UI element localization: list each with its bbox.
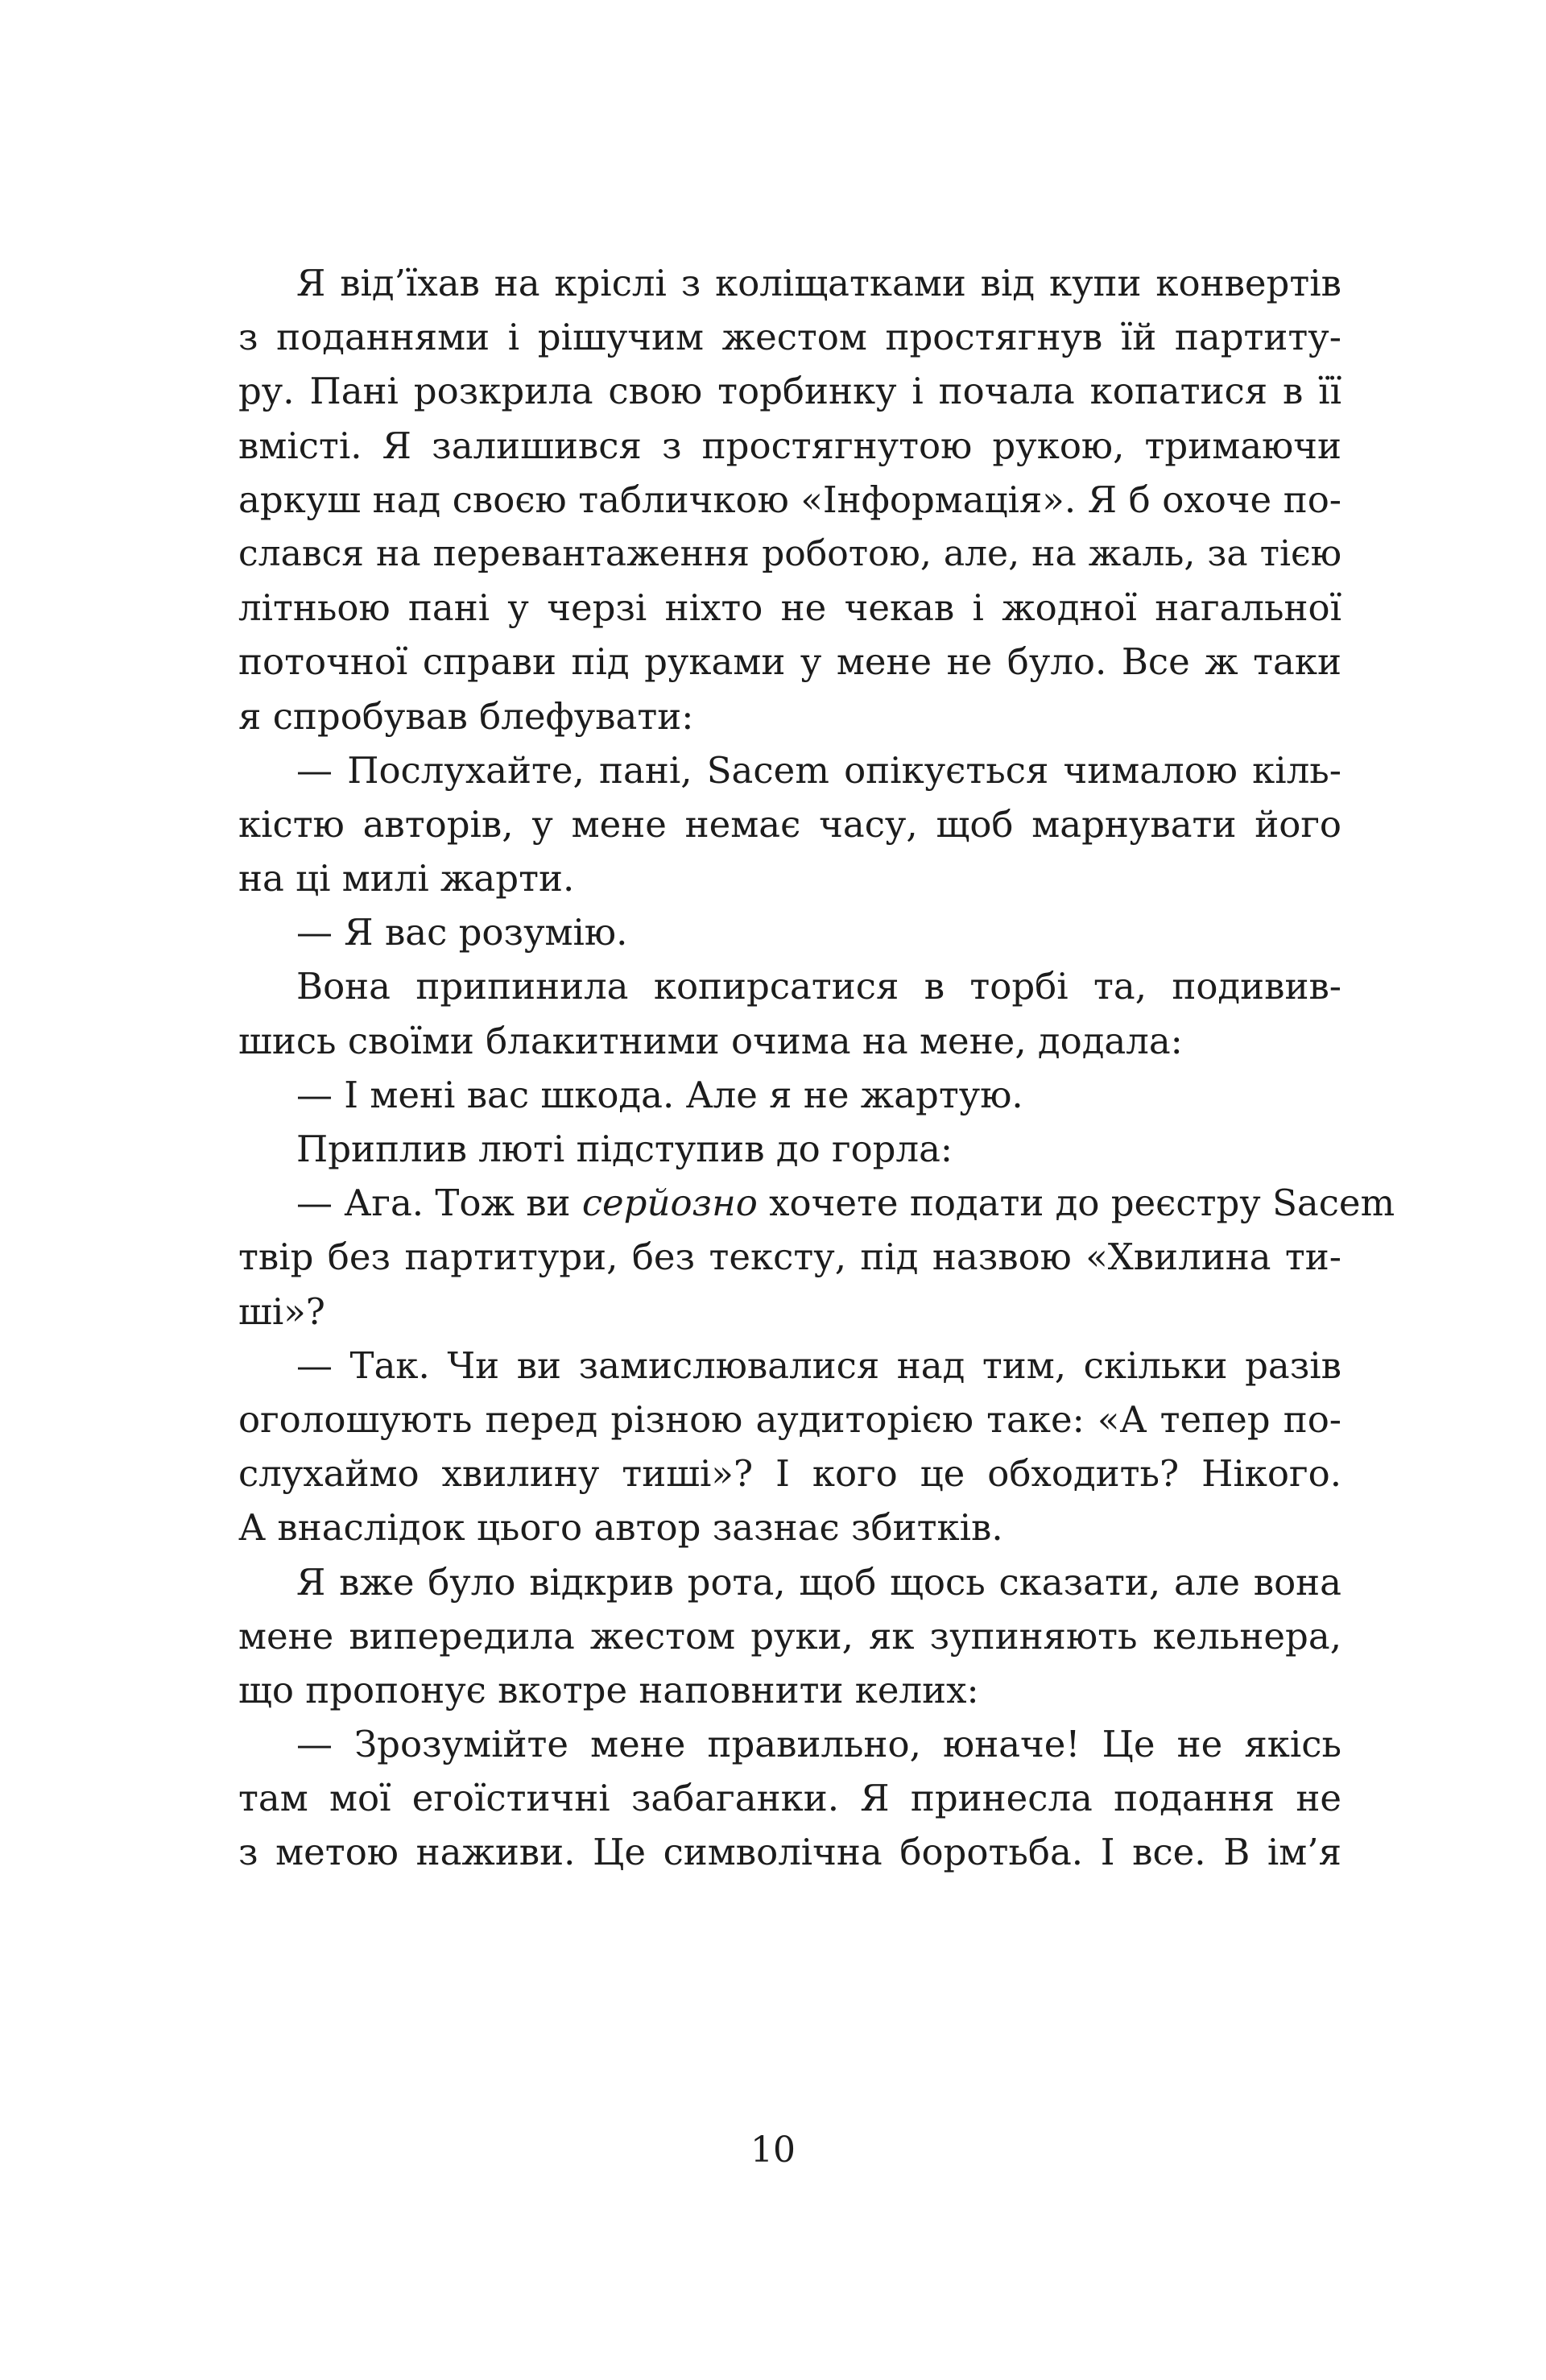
text-line: Я вже було відкрив рота, щоб щось сказати, але вона bbox=[296, 1560, 1341, 1604]
text-line: я спробував блефувати: bbox=[238, 694, 694, 738]
text-line: шись своїми блакитними очима на мене, додала: bbox=[238, 1019, 1183, 1062]
text-line: оголошують перед різною аудиторією таке: «А тепер по- bbox=[238, 1397, 1341, 1441]
text-line: — Послухайте, пані, Sacem опікується чималою кіль- bbox=[296, 748, 1341, 792]
text-line: поточної справи під руками у мене не було. Все ж таки bbox=[238, 640, 1341, 684]
text-line: — Зрозумійте мене правильно, юначе! Це не якісь bbox=[296, 1723, 1341, 1766]
text-line: там мої егоїстичні забаганки. Я принесла подання не bbox=[238, 1777, 1341, 1820]
text-line: ші»? bbox=[238, 1289, 325, 1333]
text-line: — Я вас розумію. bbox=[296, 911, 628, 954]
italic-emphasis: серйозно bbox=[581, 1182, 758, 1225]
text-line: аркуш над своєю табличкою «Інформація». Я б охоче по- bbox=[238, 478, 1341, 521]
text-line: слухаймо хвилину тиші»? І кого це обходить? Нікого. bbox=[238, 1452, 1341, 1496]
text-line: кістю авторів, у мене немає часу, щоб марнувати його bbox=[238, 802, 1341, 846]
text-line: мене випередила жестом руки, як зупиняють кельнера, bbox=[238, 1614, 1341, 1658]
page-body-text bbox=[238, 256, 1395, 1880]
text-line: Я від’їхав на кріслі з коліщатками від купи конвертів bbox=[296, 262, 1341, 304]
text-line: з поданнями і рішучим жестом простягнув їй партиту- bbox=[238, 316, 1341, 359]
text-line: що пропонує вкотре наповнити келих: bbox=[238, 1668, 979, 1712]
page-number: 10 bbox=[750, 2130, 796, 2171]
text-line: А внаслідок цього автор зазнає збитків. bbox=[238, 1506, 1003, 1550]
text-line: вмісті. Я залишився з простягнутою рукою, тримаючи bbox=[238, 424, 1341, 467]
text-line: твір без партитури, без тексту, під назвою «Хвилина ти- bbox=[238, 1236, 1341, 1279]
text-line: слався на перевантаження роботою, але, на жаль, за тією bbox=[238, 532, 1341, 574]
text-line: Вона припинила копирсатися в торбі та, подивив- bbox=[296, 965, 1341, 1008]
text-line: ру. Пані розкрила свою торбинку і почала копатися в її bbox=[238, 370, 1341, 413]
text-line: на ці милі жарти. bbox=[238, 857, 575, 900]
text-line: літньою пані у черзі ніхто не чекав і жодної нагальної bbox=[238, 586, 1341, 630]
text-line: з метою наживи. Це символічна боротьба. І все. В ім’я bbox=[238, 1831, 1341, 1874]
text-line: — Так. Чи ви замислювалися над тим, скільки разів bbox=[296, 1343, 1341, 1387]
text-line: — Ага. Тож ви серйозно хочете подати до реєстру Sacem bbox=[296, 1182, 1395, 1225]
text-line: Приплив люті підступив до горла: bbox=[296, 1128, 953, 1170]
text-line: — І мені вас шкода. Але я не жартую. bbox=[296, 1073, 1023, 1116]
